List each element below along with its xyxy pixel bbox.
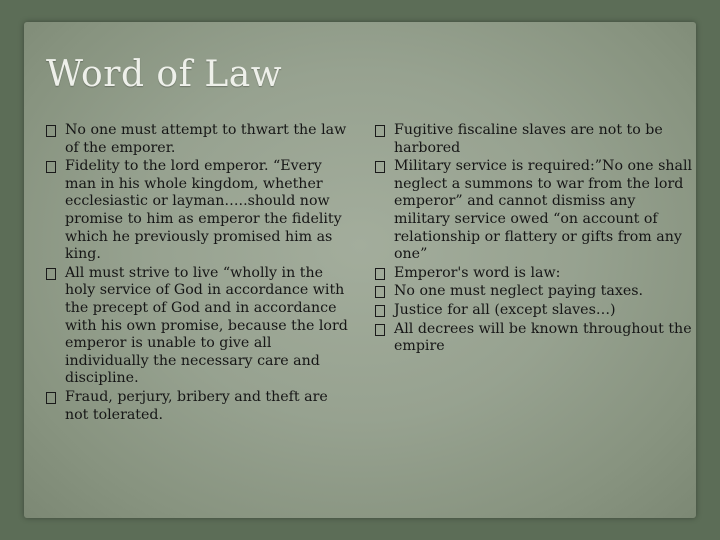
bullet-box-icon (375, 286, 385, 298)
slide-title: Word of Law (46, 54, 283, 95)
bullet-box-icon (375, 324, 385, 336)
right-bullet-list (375, 122, 695, 356)
list-item: No one must attempt to thwart the law of the emporer. (46, 122, 350, 157)
list-item: Emperor's word is law: (375, 265, 695, 283)
left-bullet-list (46, 122, 350, 424)
bullet-box-icon (46, 125, 56, 137)
list-item: Fugitive fiscaline slaves are not to be harbored (375, 122, 695, 157)
list-item: Fraud, perjury, bribery and theft are not tolerated. (46, 389, 350, 424)
bullet-box-icon (46, 268, 56, 280)
bullet-box-icon (46, 161, 56, 173)
list-item: Fidelity to the lord emperor. “Every man in his whole kingdom, whether ecclesiastic or layman…..should now promise to him as emperor the fidelity which he previously promised him as king. (46, 158, 350, 264)
bullet-box-icon (375, 305, 385, 317)
list-item: Military service is required:”No one shall neglect a summons to war from the lord emperor” and cannot dismiss any military service owed “on account of relationship or flattery or gifts from any one” (375, 158, 695, 264)
bullet-box-icon (375, 161, 385, 173)
list-item: All must strive to live “wholly in the holy service of God in accordance with the precept of God and in accordance with his own promise, because the lord emperor is unable to give all individually the necessary care and discipline. (46, 265, 350, 388)
right-column (375, 122, 695, 357)
list-item: Justice for all (except slaves…) (375, 302, 695, 320)
bullet-box-icon (46, 392, 56, 404)
bullet-box-icon (375, 125, 385, 137)
left-column (46, 122, 350, 425)
list-item: All decrees will be known throughout the empire (375, 321, 695, 356)
bullet-box-icon (375, 268, 385, 280)
list-item: No one must neglect paying taxes. (375, 283, 695, 301)
